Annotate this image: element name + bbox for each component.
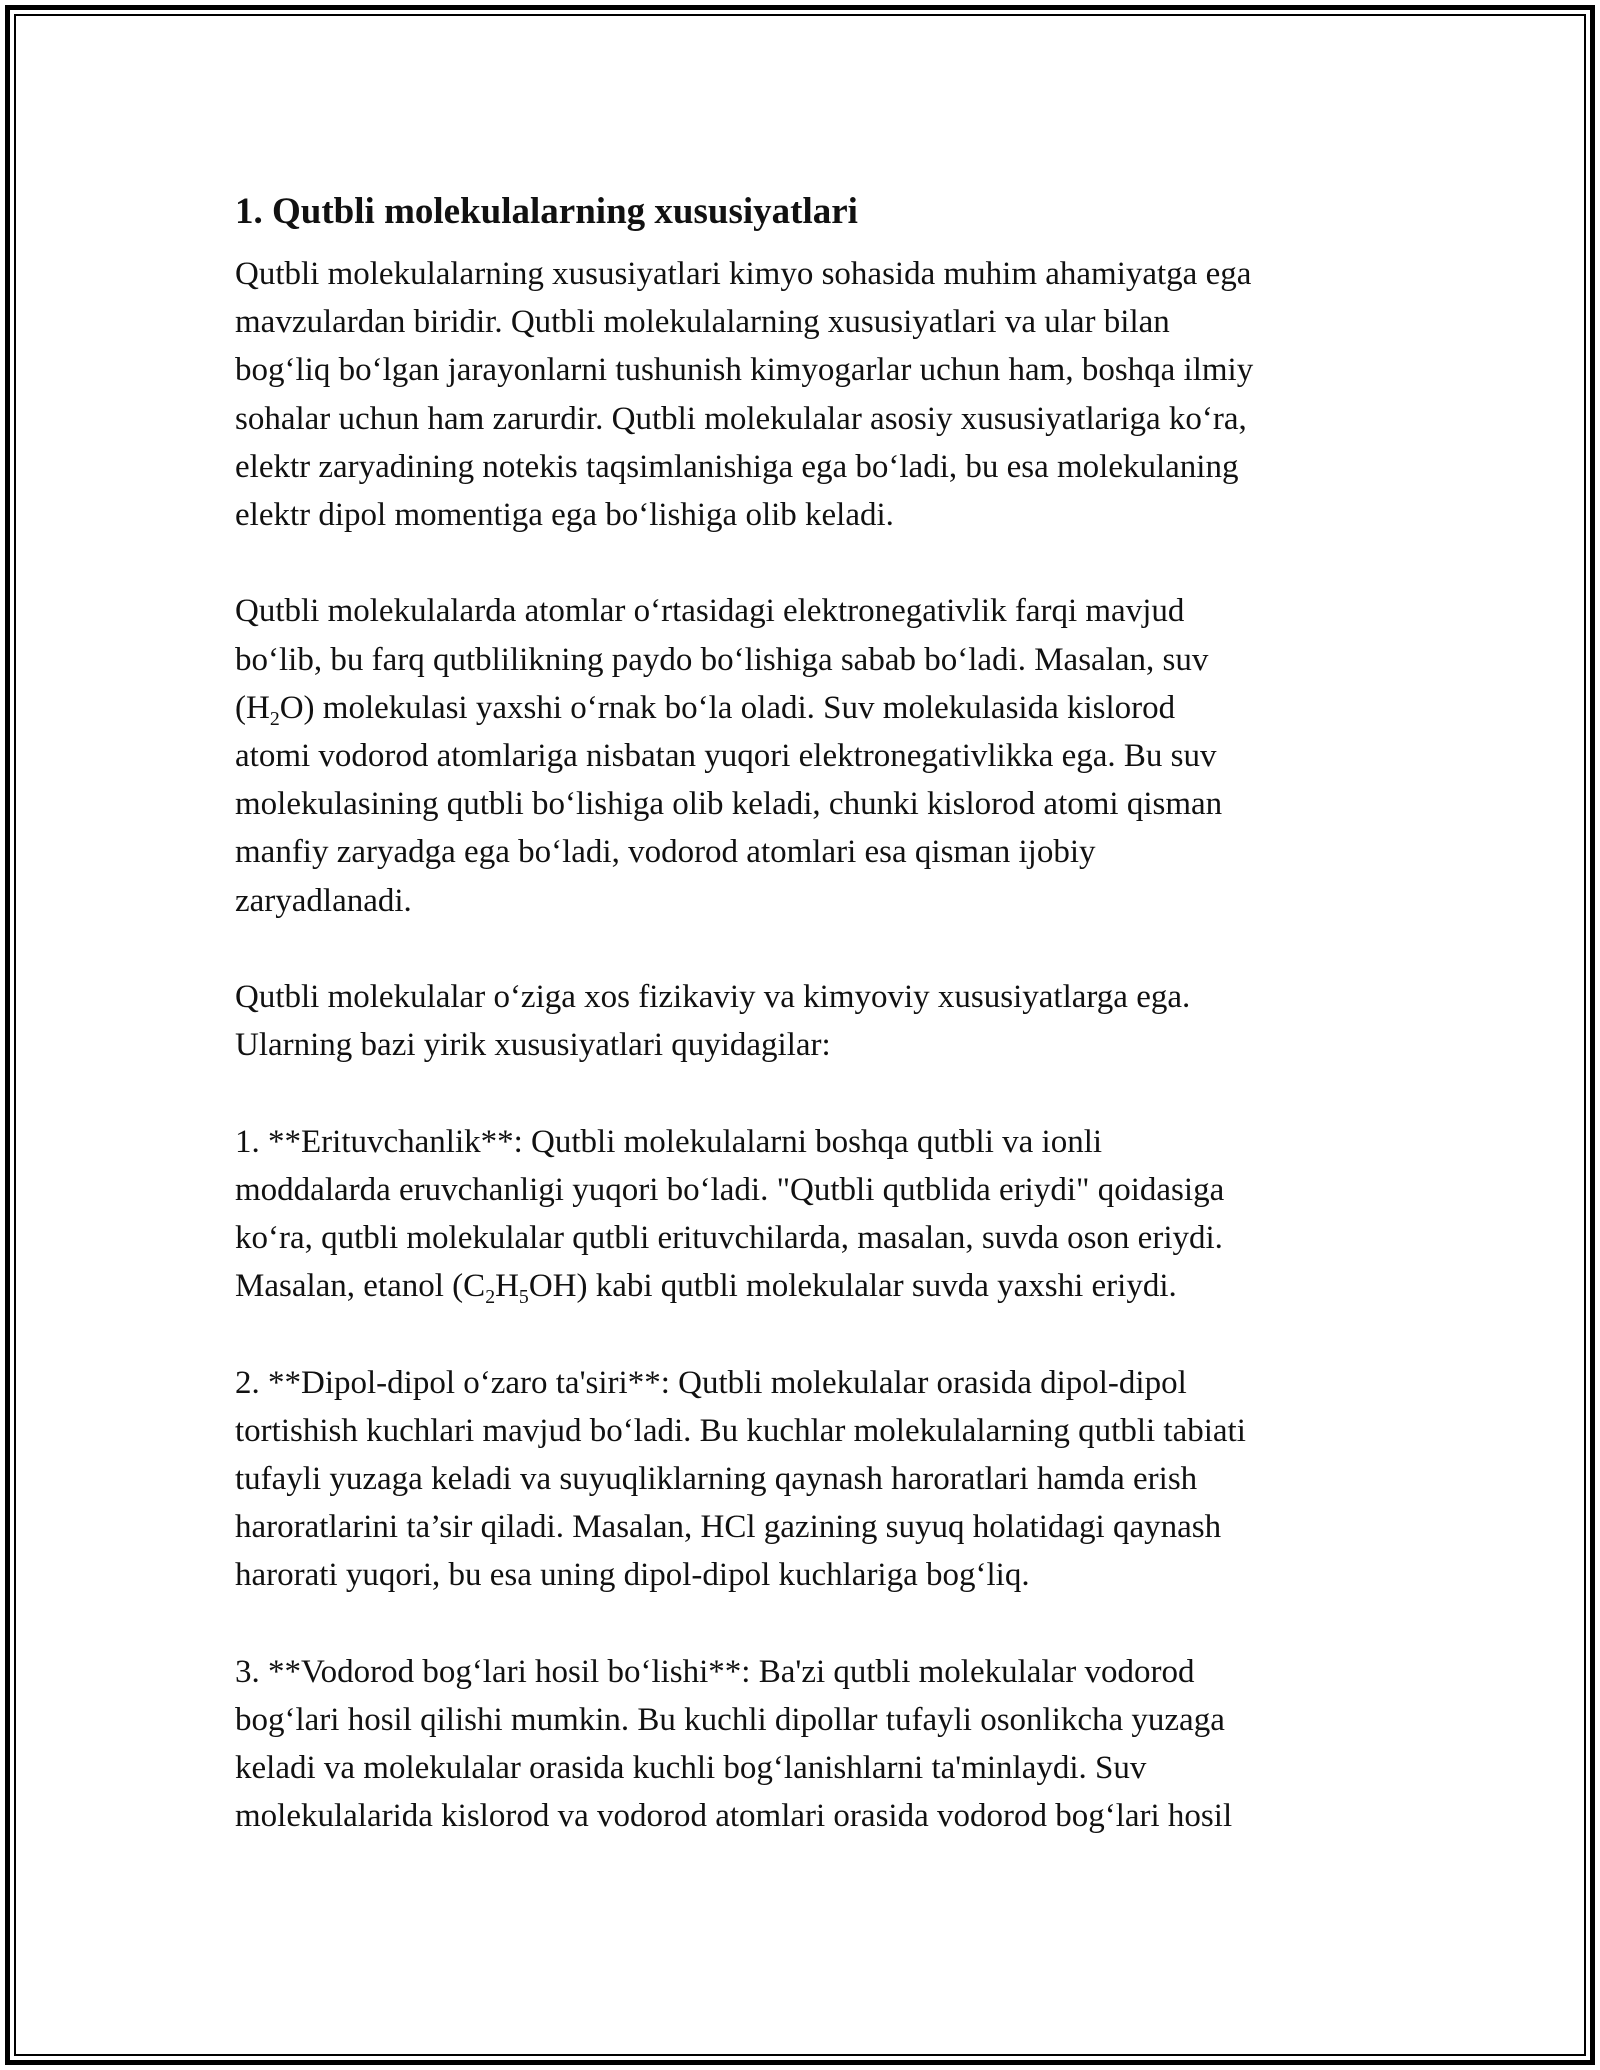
text-fragment: (H — [235, 689, 270, 726]
text-line: 1. **Erituvchanlik**: Qutbli molekulalarni boshqa qutbli va ionli — [235, 1123, 1103, 1160]
paragraph-solubility — [235, 1118, 1375, 1311]
text-line: bog‘liq bo‘lgan jarayonlarni tushunish kimyogarlar uchun ham, boshqa ilmiy — [235, 352, 1254, 389]
text-fragment: O) molekulasi yaxshi o‘rnak bo‘la oladi. Suv molekulasida kislorod — [279, 689, 1176, 726]
text-line: sohalar uchun ham zarurdir. Qutbli molekulalar asosiy xususiyatlariga ko‘ra, — [235, 400, 1247, 437]
paragraph-gap — [235, 1600, 1375, 1648]
paragraph-gap — [235, 925, 1375, 973]
text-line: tortishish kuchlari mavjud bo‘ladi. Bu kuchlar molekulalarning qutbli tabiati — [235, 1412, 1246, 1449]
text-fragment: Masalan, etanol (C — [235, 1268, 486, 1305]
document-body — [235, 188, 1375, 1841]
text-line: Ularning bazi yirik xususiyatlari quyidagilar: — [235, 1027, 831, 1064]
paragraph-intro — [235, 250, 1375, 539]
paragraph-hydrogen-bonds — [235, 1648, 1375, 1841]
paragraph-properties-intro — [235, 973, 1375, 1069]
text-line: keladi va molekulalar orasida kuchli bog‘lanishlarni ta'minlaydi. Suv — [235, 1750, 1147, 1787]
subscript: 2 — [269, 707, 280, 730]
section-heading: 1. Qutbli molekulalarning xususiyatlari — [235, 191, 858, 232]
text-line: manfiy zaryadga ega bo‘ladi, vodorod atomlari esa qisman ijobiy — [235, 834, 1096, 871]
paragraph-gap — [235, 1310, 1375, 1358]
subscript: 5 — [518, 1286, 529, 1309]
text-line: molekulalarida kislorod va vodorod atomlari orasida vodorod bog‘lari hosil — [235, 1798, 1233, 1835]
text-line-ethanol-formula — [235, 1262, 1375, 1310]
paragraph-dipole-dipole — [235, 1359, 1375, 1600]
text-line: bo‘lib, bu farq qutblilikning paydo bo‘lishiga sabab bo‘ladi. Masalan, suv — [235, 641, 1209, 678]
text-line: bog‘lari hosil qilishi mumkin. Bu kuchli dipollar tufayli osonlikcha yuzaga — [235, 1702, 1225, 1739]
text-line: 2. **Dipol-dipol o‘zaro ta'siri**: Qutbli molekulalar orasida dipol-dipol — [235, 1364, 1187, 1401]
text-line: mavzulardan biridir. Qutbli molekulalarning xususiyatlari va ular bilan — [235, 304, 1170, 341]
subscript: 2 — [485, 1286, 496, 1309]
text-fragment: H — [495, 1268, 519, 1305]
text-line: 3. **Vodorod bog‘lari hosil bo‘lishi**: Ba'zi qutbli molekulalar vodorod — [235, 1653, 1195, 1690]
text-line: molekulasining qutbli bo‘lishiga olib keladi, chunki kislorod atomi qisman — [235, 786, 1223, 823]
text-line-water-formula — [235, 684, 1375, 732]
paragraph-electronegativity — [235, 587, 1375, 924]
text-line: Qutbli molekulalarning xususiyatlari kimyo sohasida muhim ahamiyatga ega — [235, 256, 1252, 292]
text-line: tufayli yuzaga keladi va suyuqliklarning qaynash haroratlari hamda erish — [235, 1461, 1198, 1498]
text-line: atomi vodorod atomlariga nisbatan yuqori elektronegativlikka ega. Bu suv — [235, 738, 1217, 775]
text-line: Qutbli molekulalarda atomlar o‘rtasidagi elektronegativlik farqi mavjud — [235, 593, 1185, 630]
text-line: elektr zaryadining notekis taqsimlanishiga ega bo‘ladi, bu esa molekulaning — [235, 448, 1239, 485]
text-line: Qutbli molekulalar o‘ziga xos fizikaviy va kimyoviy xususiyatlarga ega. — [235, 979, 1191, 1016]
paragraph-gap — [235, 1069, 1375, 1117]
text-line: elektr dipol momentiga ega bo‘lishiga olib keladi. — [235, 497, 894, 534]
text-line: ko‘ra, qutbli molekulalar qutbli erituvchilarda, masalan, suvda oson eriydi. — [235, 1220, 1223, 1257]
text-line: moddalarda eruvchanligi yuqori bo‘ladi. "Qutbli qutblida eriydi" qoidasiga — [235, 1171, 1225, 1208]
text-fragment: OH) kabi qutbli molekulalar suvda yaxshi eriydi. — [528, 1268, 1177, 1305]
text-line: zaryadlanadi. — [235, 882, 412, 919]
paragraph-gap — [235, 539, 1375, 587]
text-line: harorati yuqori, bu esa uning dipol-dipol kuchlariga bog‘liq. — [235, 1557, 1030, 1594]
text-line: haroratlarini ta’sir qiladi. Masalan, HCl gazining suyuq holatidagi qaynash — [235, 1509, 1222, 1546]
